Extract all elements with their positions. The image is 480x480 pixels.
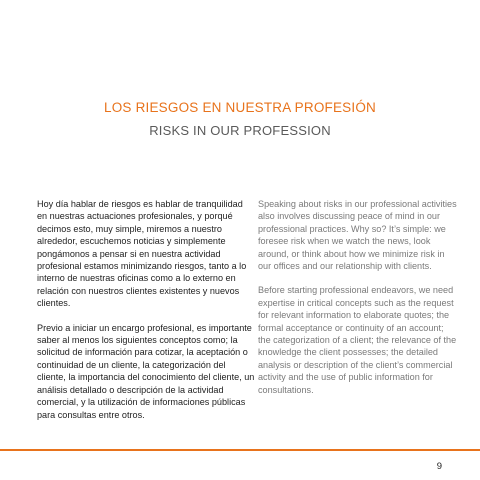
english-paragraph-1: Speaking about risks in our professional activities also involves discussing peace of mind in our professional practices. Why so? It’s simple: we foresee risk when we watch the news, look around, or think about how we minimize risk in our offices and our relationship with clients.	[258, 199, 457, 272]
section-title-english: RISKS IN OUR PROFESSION	[149, 123, 331, 138]
spanish-paragraph-1: Hoy día hablar de riesgos es hablar de tranquilidad en nuestras actuaciones profesionales, y porqué decimos esto, muy simple, miremos a nuestro alrededor, escuchemos noticias y simplemente pongámonos a pensar si en nuestra actividad profesional estamos minimizando riesgos, tanto a lo interno de nuestras oficinas como a lo externo en relación con nuestros clientes existentes y nuevos clientes.	[37, 199, 247, 309]
spanish-paragraph-2: Previo a iniciar un encargo profesional, es importante saber al menos los siguientes conceptos como; la solicitud de información para cotizar, la aceptación o continuidad de un cliente, la categorización del cliente, la importancia del conocimiento del cliente, un análisis detallado o descripción de la actividad comercial, y la utilización de informaciones públicas para consultas entre otros.	[37, 322, 255, 420]
section-title-spanish: LOS RIESGOS EN NUESTRA PROFESIÓN	[104, 100, 376, 115]
spanish-text-column	[37, 198, 255, 433]
footer-divider	[0, 449, 480, 451]
english-paragraph-2: Before starting professional endeavors, we need expertise in critical concepts such as the request for relevant information to elaborate quotes; the formal acceptance or continuity of an account; the categorization of a client; the relevance of the knowledge the client possesses; the detailed analysis or description of the client’s commercial activity and the use of public information for consultations.	[258, 285, 457, 395]
page-number: 9	[436, 461, 442, 472]
english-text-column	[258, 198, 458, 408]
